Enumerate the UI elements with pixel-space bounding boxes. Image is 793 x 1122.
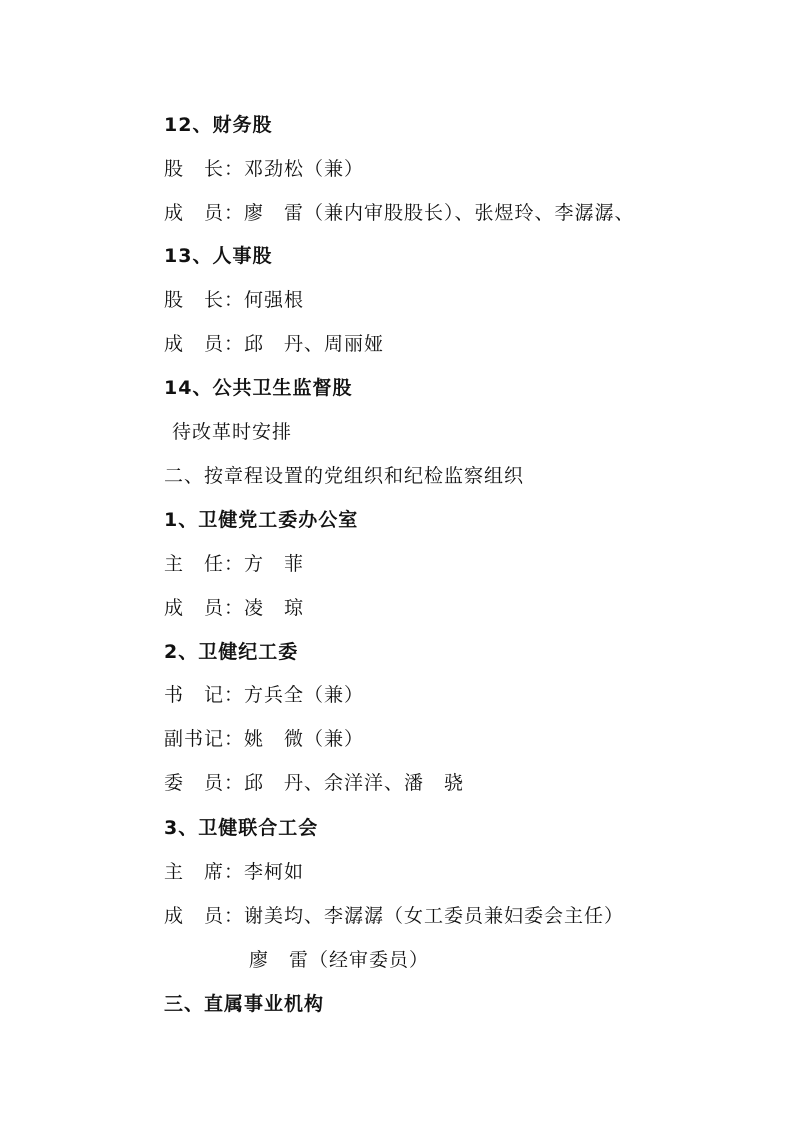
- section-heading-union: 3、卫健联合工会: [164, 817, 319, 839]
- union-members-continuation: 廖 雷（经审委员）: [249, 949, 430, 971]
- union-chair-line: 主 席：李柯如: [164, 861, 305, 883]
- part-two-heading: 二、按章程设置的党组织和纪检监察组织: [164, 465, 525, 487]
- finance-chief-line: 股 长：邓劲松（兼）: [164, 158, 365, 180]
- union-members-line: 成 员：谢美均、李潺潺（女工委员兼妇委会主任）: [164, 905, 625, 927]
- section-heading-personnel: 13、人事股: [164, 245, 273, 267]
- personnel-members-line: 成 员：邱 丹、周丽娅: [164, 333, 385, 355]
- part-three-heading: 三、直属事业机构: [164, 993, 325, 1015]
- discipline-secretary-line: 书 记：方兵全（兼）: [164, 684, 365, 706]
- public-health-note: 待改革时安排: [172, 421, 293, 443]
- section-heading-finance: 12、财务股: [164, 114, 273, 136]
- personnel-chief-line: 股 长：何强根: [164, 289, 305, 311]
- party-office-members-line: 成 员：凌 琼: [164, 597, 305, 619]
- section-heading-party-office: 1、卫健党工委办公室: [164, 509, 359, 531]
- finance-members-line: 成 员：廖 雷（兼内审股股长）、张煜玲、李潺潺、: [164, 202, 635, 224]
- party-office-director-line: 主 任：方 菲: [164, 553, 305, 575]
- discipline-deputy-line: 副书记：姚 微（兼）: [164, 728, 365, 750]
- discipline-members-line: 委 员：邱 丹、余洋洋、潘 骁: [164, 772, 465, 794]
- section-heading-discipline: 2、卫健纪工委: [164, 641, 299, 663]
- section-heading-public-health: 14、公共卫生监督股: [164, 377, 353, 399]
